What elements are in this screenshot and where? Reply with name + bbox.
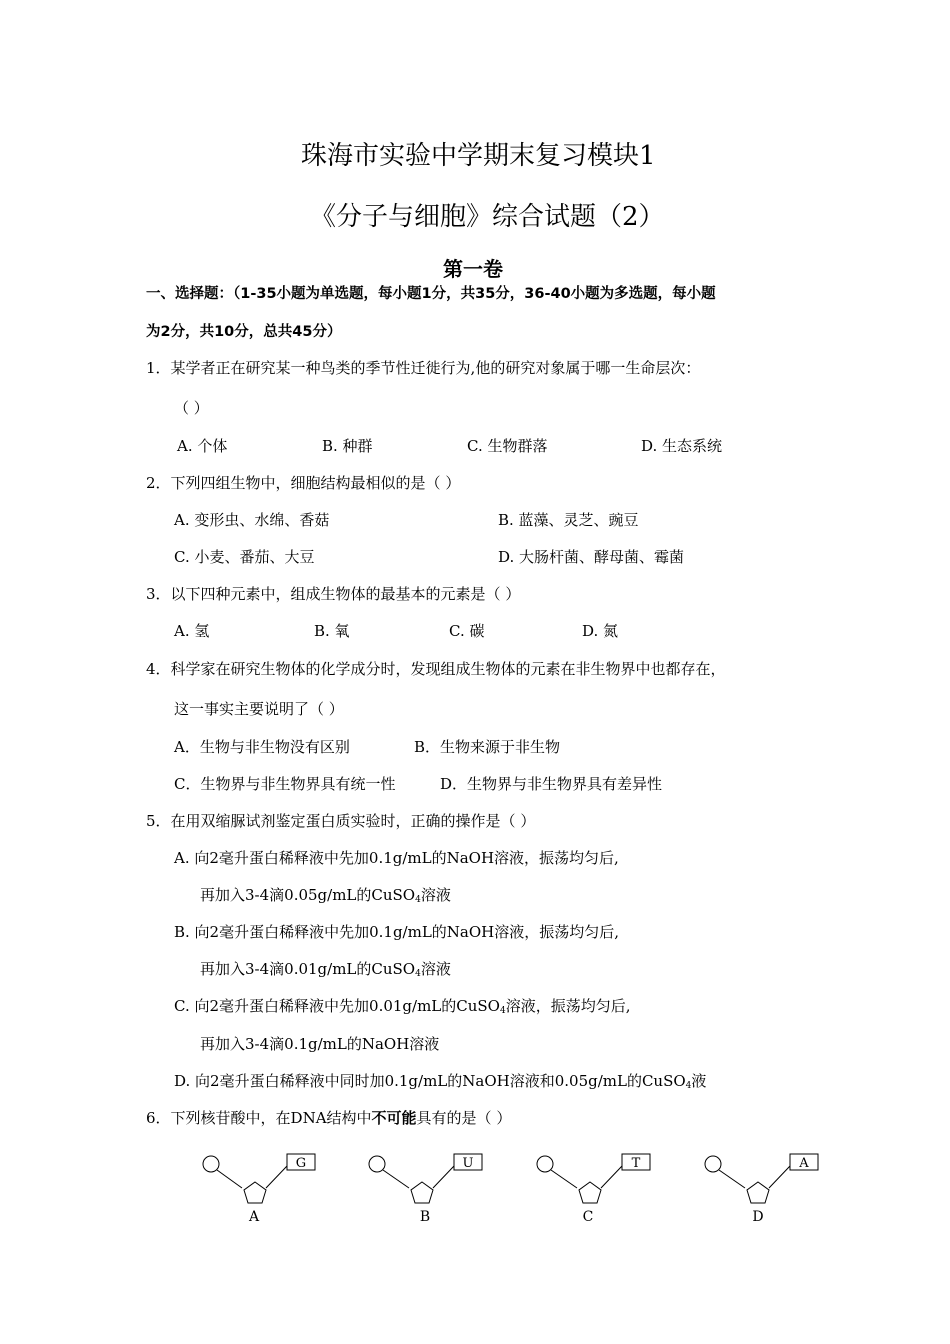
option-b: B. 蓝藻、灵芝、豌豆 <box>498 511 639 529</box>
nucleotide-option-b <box>369 1154 482 1225</box>
base-letter: A <box>799 1156 809 1171</box>
nucleotide-option-d <box>705 1154 818 1225</box>
section-line-2: 为2分，共10分，总共45分） <box>146 324 342 340</box>
option-a: A．生物与非生物没有区别 <box>174 738 350 756</box>
option-d: D. 氮 <box>582 622 619 640</box>
option-label: C <box>582 1209 594 1225</box>
base-letter: T <box>631 1156 641 1171</box>
option-d: D. 大肠杆菌、酵母菌、霉菌 <box>498 548 685 566</box>
option-b: B．生物来源于非生物 <box>414 738 561 756</box>
option-a: A. 个体 <box>177 437 228 455</box>
option-b: B. 种群 <box>322 437 373 455</box>
question-stem: 4．科学家在研究生物体的化学成分时，发现组成生物体的元素在非生物界中也都存在， <box>146 660 726 678</box>
question-stem: 5．在用双缩脲试剂鉴定蛋白质实验时，正确的操作是（ ） <box>146 812 536 830</box>
option-label: A <box>248 1209 260 1225</box>
nucleotide-diagrams <box>195 1145 835 1230</box>
title-line-1: 珠海市实验中学期末复习模块1 <box>301 141 656 171</box>
phosphate-circle <box>369 1156 385 1172</box>
question-stem: 3．以下四种元素中，组成生物体的最基本的元素是（ ） <box>146 585 521 603</box>
option-a-line-2: 再加入3-4滴0.05g/mL的CuSO$_4$溶液 <box>200 886 451 905</box>
answer-blank: （ ） <box>174 399 209 417</box>
nucleotide-option-c <box>537 1154 650 1225</box>
option-b: B. 氧 <box>314 622 350 640</box>
option-c: C. 小麦、番茄、大豆 <box>174 548 315 566</box>
pentose-sugar <box>579 1182 601 1203</box>
option-label: D <box>752 1209 764 1225</box>
question-stem: 2．下列四组生物中，细胞结构最相似的是（ ） <box>146 474 461 492</box>
nucleotide-option-a <box>203 1154 315 1225</box>
phosphate-circle <box>705 1156 721 1172</box>
option-a: A. 变形虫、水绵、香菇 <box>174 511 330 529</box>
option-c: C. 生物群落 <box>467 437 548 455</box>
option-d: D. 生态系统 <box>641 437 723 455</box>
base-letter: G <box>295 1156 307 1171</box>
option-c-line-1: C. 向2毫升蛋白稀释液中先加0.01g/mL的CuSO$_4$溶液，振荡均匀后, <box>174 997 631 1016</box>
option-c: C. 碳 <box>449 622 485 640</box>
pentose-sugar <box>244 1182 266 1203</box>
option-a: A. 氢 <box>174 622 210 640</box>
phosphate-circle <box>203 1156 219 1172</box>
volume-heading: 第一卷 <box>443 257 503 281</box>
option-d-line: D. 向2毫升蛋白稀释液中同时加0.1g/mL的NaOH溶液和0.05g/mL的CuSO$_4$液 <box>174 1072 707 1091</box>
phosphate-circle <box>537 1156 553 1172</box>
emphasis-not-possible: 不可能 <box>371 1109 417 1127</box>
option-c: C．生物界与非生物界具有统一性 <box>174 775 396 793</box>
base-letter: U <box>462 1156 474 1171</box>
section-line-1: 一、选择题：（1-35小题为单选题，每小题1分，共35分，36-40小题为多选题，每小题 <box>146 286 716 302</box>
question-stem: 1．某学者正在研究某一种鸟类的季节性迁徙行为,他的研究对象属于哪一生命层次： <box>146 359 701 377</box>
question-stem-continued: 这一事实主要说明了（ ） <box>174 700 344 718</box>
question-stem: 6．下列核苷酸中，在DNA结构中不可能具有的是（ ） <box>146 1109 512 1127</box>
pentose-sugar <box>411 1182 433 1203</box>
option-a-line-1: A. 向2毫升蛋白稀释液中先加0.1g/mL的NaOH溶液，振荡均匀后, <box>174 849 619 867</box>
option-b-line-1: B. 向2毫升蛋白稀释液中先加0.1g/mL的NaOH溶液，振荡均匀后, <box>174 923 620 941</box>
option-b-line-2: 再加入3-4滴0.01g/mL的CuSO$_4$溶液 <box>200 960 451 979</box>
option-d: D．生物界与非生物界具有差异性 <box>440 775 663 793</box>
title-line-2: 《分子与细胞》综合试题（2） <box>310 202 665 232</box>
option-c-line-2: 再加入3-4滴0.1g/mL的NaOH溶液 <box>200 1035 440 1053</box>
pentose-sugar <box>747 1182 769 1203</box>
option-label: B <box>419 1209 431 1225</box>
